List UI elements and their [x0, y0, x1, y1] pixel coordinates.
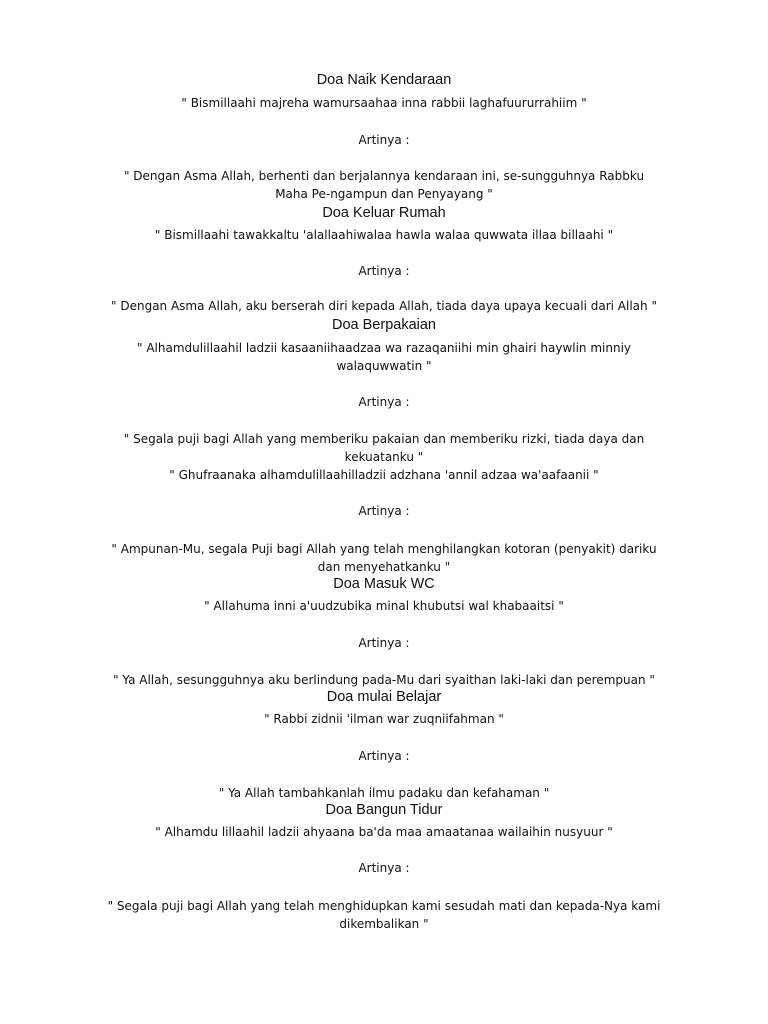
arabic-text: " Rabbi zidnii 'ilman war zuqniifahman "	[264, 712, 504, 726]
artinya-label: Artinya :	[358, 133, 410, 147]
artinya-label: Artinya :	[358, 395, 410, 409]
meaning-text: " Segala puji bagi Allah yang telah menghidupkan kami sesudah mati dan kepada-Nya kami	[107, 899, 661, 913]
arabic-text: " Alhamdulillaahil ladzii kasaaniihaadzaa wa razaqaniihi min ghairi haywlin minniy	[136, 341, 632, 355]
arabic-text: walaquwwatin "	[336, 359, 432, 373]
artinya-label: Artinya :	[358, 504, 410, 518]
meaning-text: kekuatanku "	[344, 450, 424, 464]
artinya-label: Artinya :	[358, 861, 410, 875]
meaning-text: dikembalikan "	[339, 917, 429, 931]
arabic-text: " Bismillaahi majreha wamursaahaa inna rabbii laghafuururrahiim "	[181, 96, 587, 110]
section-title: Doa Berpakaian	[332, 317, 436, 333]
meaning-text: " Dengan Asma Allah, aku berserah diri kepada Allah, tiada daya upaya kecuali dari Allah "	[111, 299, 657, 313]
meaning-text: " Ya Allah, sesungguhnya aku berlindung pada-Mu dari syaithan laki-laki dan perempuan "	[113, 673, 655, 687]
arabic-text: " Bismillaahi tawakkaltu 'alallaahiwalaa hawla walaa quwwata illaa billaahi "	[154, 228, 614, 242]
meaning-text: " Dengan Asma Allah, berhenti dan berjalannya kendaraan ini, se-sungguhnya Rabbku	[123, 169, 645, 183]
meaning-text: Maha Pe-ngampun dan Penyayang "	[275, 187, 493, 201]
artinya-label: Artinya :	[358, 636, 410, 650]
arabic-text: " Ghufraanaka alhamdulillaahilladzii adzhana 'annil adzaa wa'aafaanii "	[169, 468, 599, 482]
arabic-text: " Allahuma inni a'uudzubika minal khubutsi wal khabaaitsi "	[204, 599, 564, 613]
artinya-label: Artinya :	[358, 749, 410, 763]
section-title: Doa Keluar Rumah	[322, 205, 446, 221]
meaning-text: " Ya Allah tambahkanlah ilmu padaku dan kefahaman "	[218, 786, 550, 800]
section-title: Doa Masuk WC	[333, 576, 435, 592]
section-title: Doa Naik Kendaraan	[316, 72, 452, 88]
meaning-text: " Segala puji bagi Allah yang memberiku pakaian dan memberiku rizki, tiada daya dan	[123, 432, 645, 446]
arabic-text: " Alhamdu lillaahil ladzii ahyaana ba'da maa amaatanaa wailaihin nusyuur "	[155, 825, 613, 839]
section-title: Doa mulai Belajar	[326, 689, 442, 705]
meaning-text: " Ampunan-Mu, segala Puji bagi Allah yang telah menghilangkan kotoran (penyakit) dariku	[111, 542, 657, 556]
meaning-text: dan menyehatkanku "	[317, 560, 451, 574]
section-title: Doa Bangun Tidur	[325, 802, 443, 818]
artinya-label: Artinya :	[358, 264, 410, 278]
